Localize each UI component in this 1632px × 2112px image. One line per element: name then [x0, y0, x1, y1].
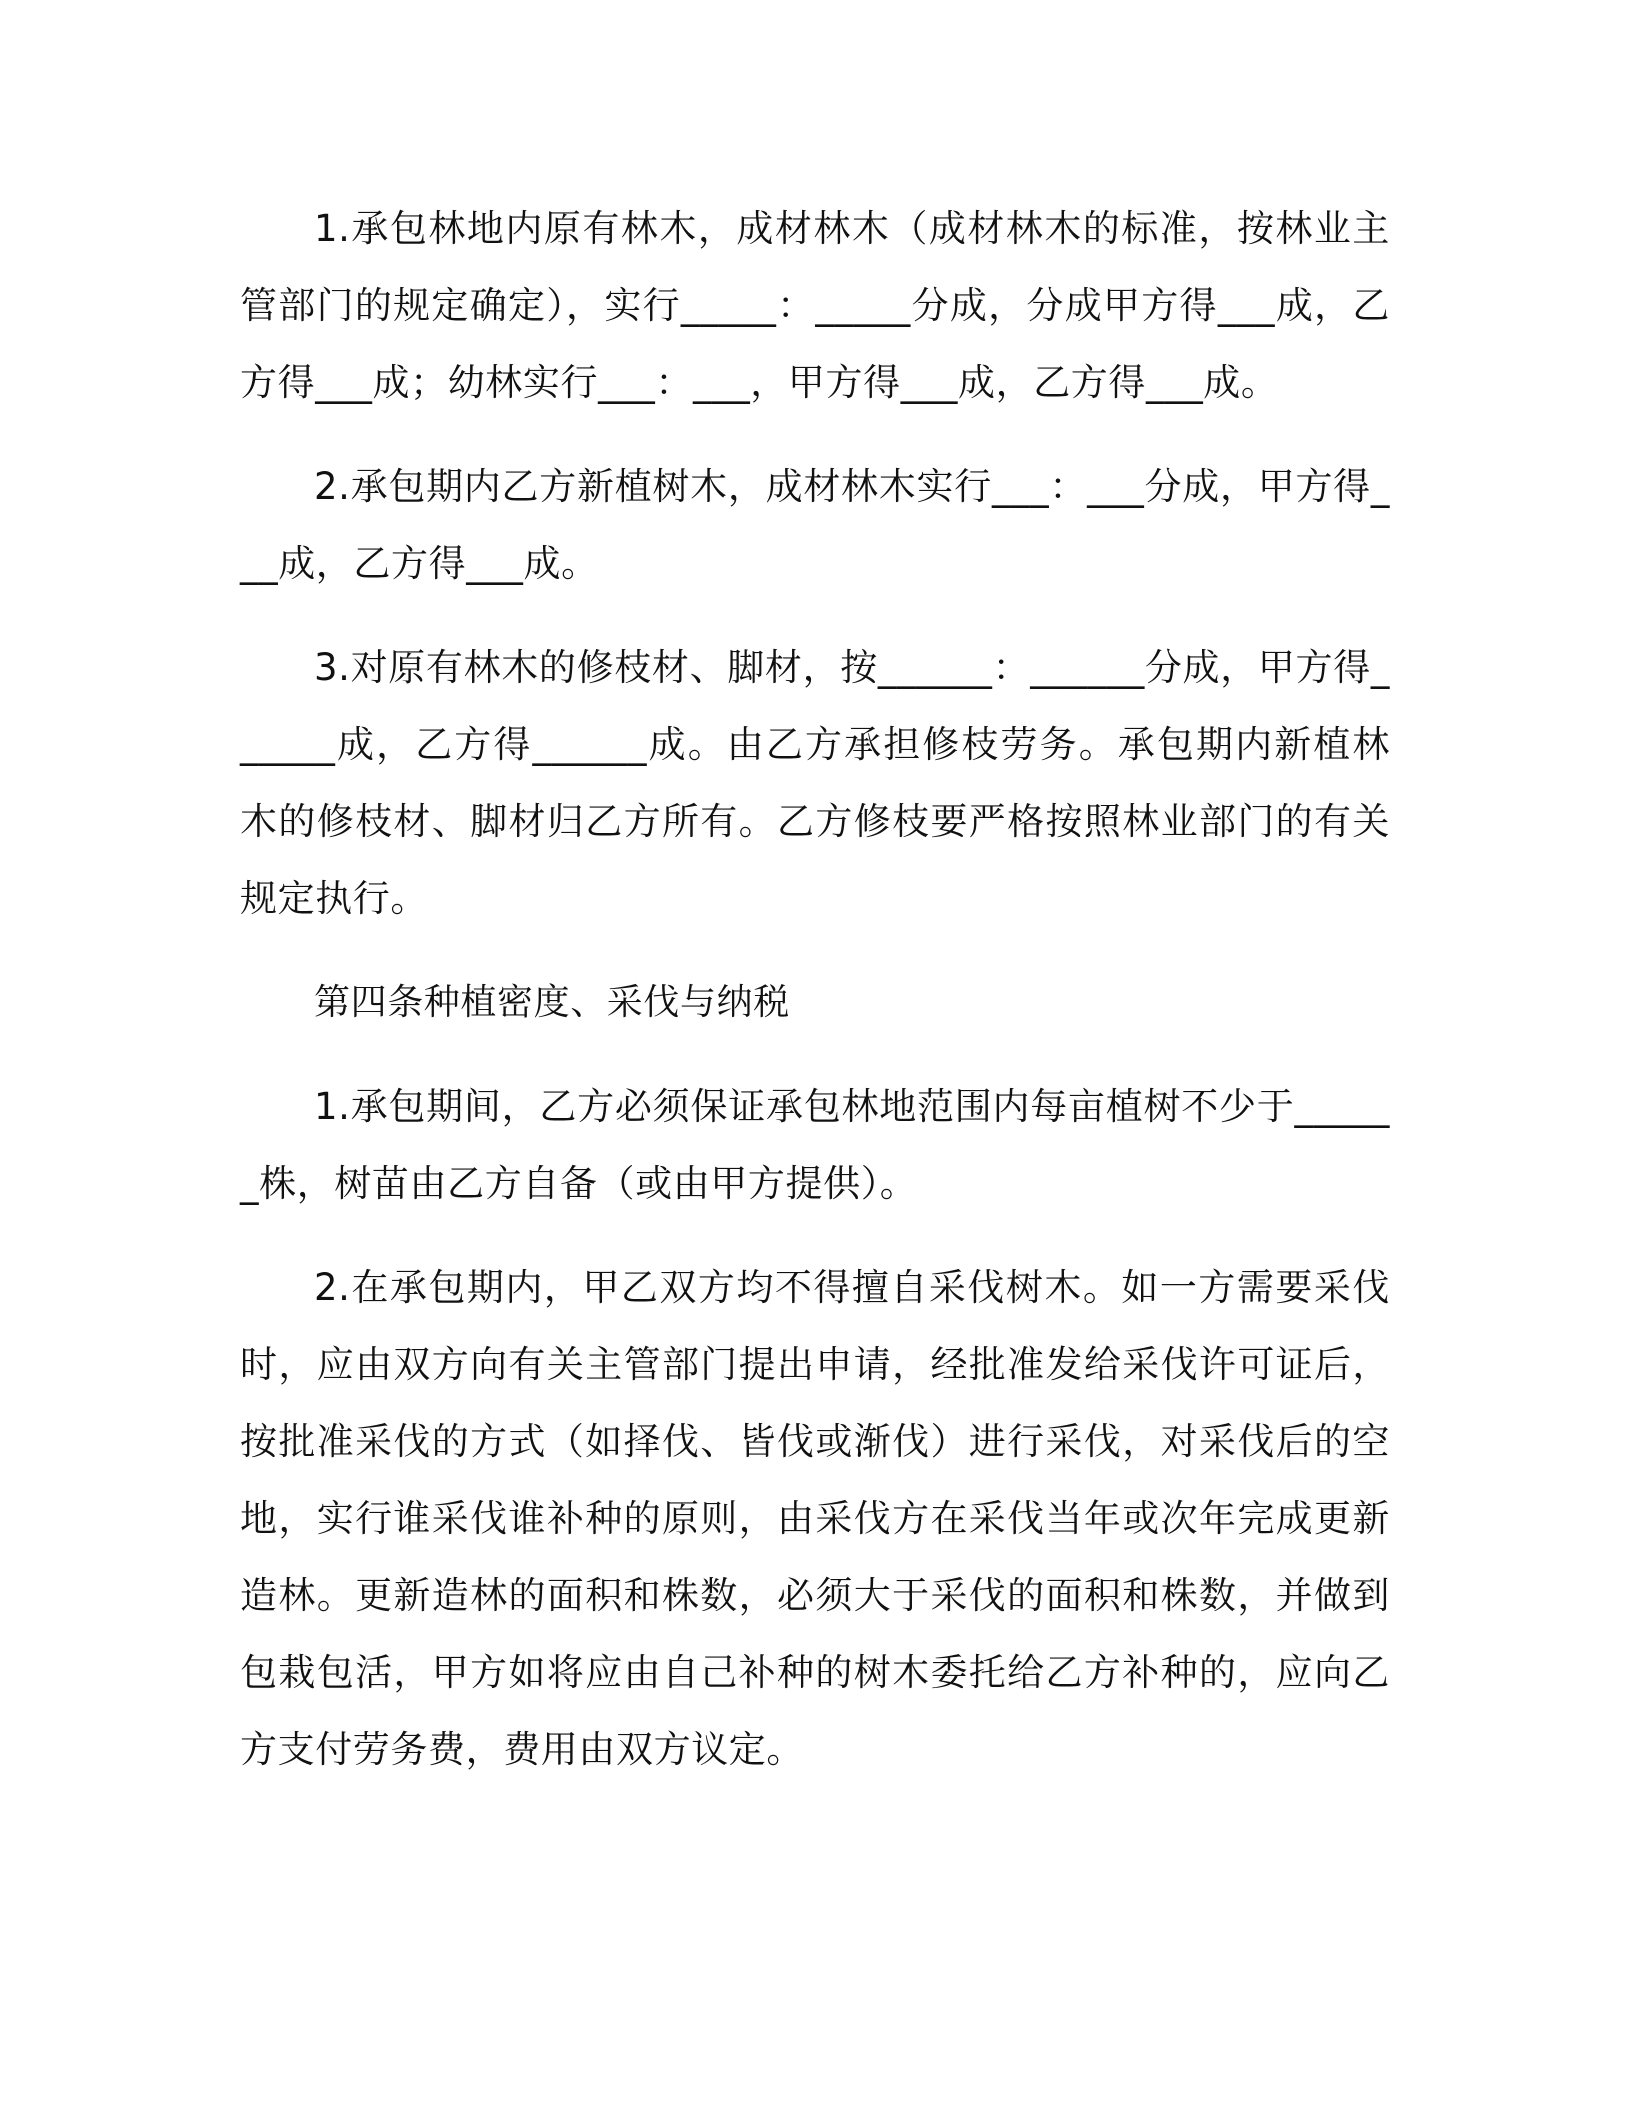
section-heading: 第四条种植密度、采伐与纳税 — [314, 982, 790, 1023]
clause-paragraph-5: 2.在承包期内，甲乙双方均不得擅自采伐树木。如一方需要采伐时，应由双方向有关主管部门提出申请，经批准发给采伐许可证后，按批准采伐的方式（如择伐、皆伐或渐伐）进行采伐，对采伐后的空地，实行谁采伐谁补种的原则，由采伐方在采伐当年或次年完成更新造林。更新造林的面积和株数，必须大于采伐的面积和株数，并做到包栽包活，甲方如将应由自己补种的树木委托给乙方补种的，应向乙方支付劳务费，费用由双方议定。 — [240, 1266, 1390, 1771]
clause-paragraph-3: 3.对原有林木的修枝材、脚材，按______：______分成，甲方得______成，乙方得______成。由乙方承担修枝劳务。承包期内新植林木的修枝材、脚材归乙方所有。乙方修枝要严格按照林业部门的有关规定执行。 — [240, 646, 1390, 920]
clause-paragraph-2: 2.承包期内乙方新植树木，成材林木实行___：___分成，甲方得___成，乙方得___成。 — [240, 465, 1390, 585]
clause-paragraph-4: 1.承包期间，乙方必须保证承包林地范围内每亩植树不少于______株，树苗由乙方自备（或由甲方提供）。 — [240, 1085, 1390, 1205]
document-page — [240, 190, 1390, 1788]
clause-paragraph-1: 1.承包林地内原有林木，成材林木（成材林木的标准，按林业主管部门的规定确定），实行_____：_____分成，分成甲方得___成，乙方得___成；幼林实行___：___，甲方得___成，乙方得___成。 — [240, 207, 1390, 404]
